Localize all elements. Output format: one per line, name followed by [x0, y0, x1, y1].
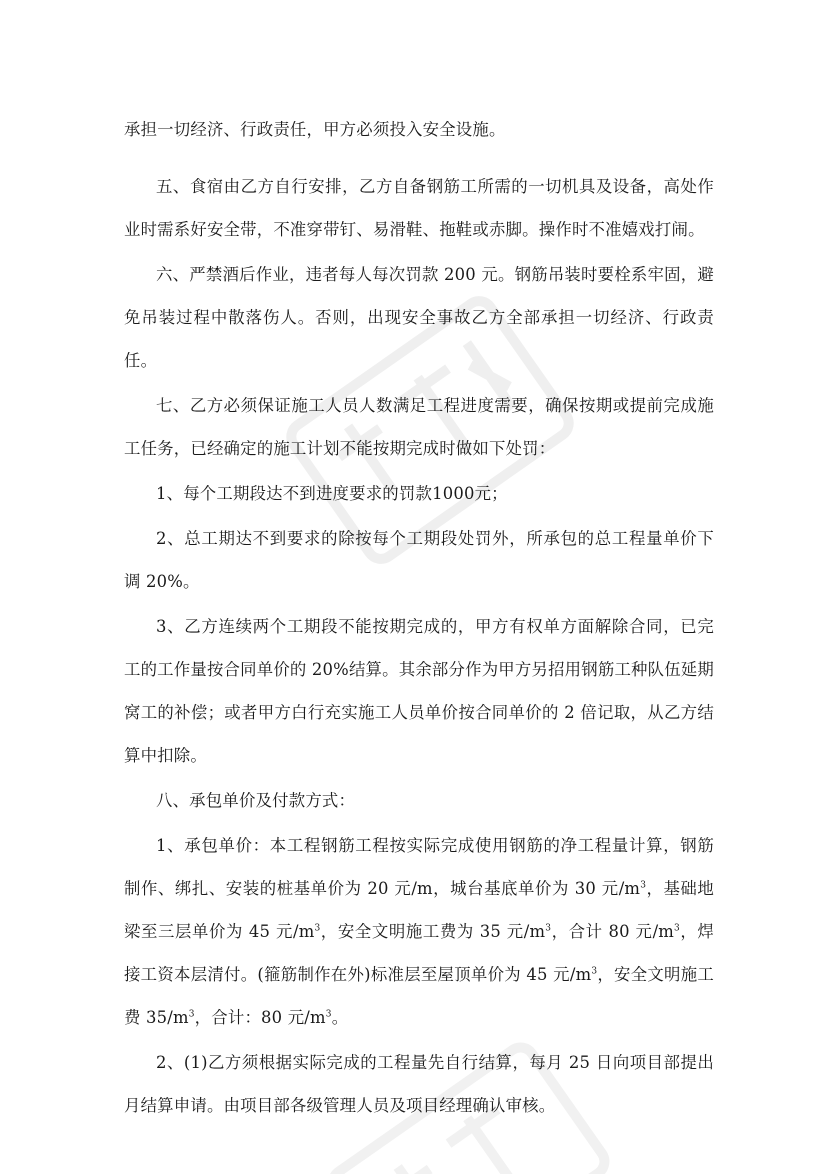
unit-price-text: ，焊接工资本层清付。(箍筋制作在外)标准层至屋顶单价为 45 元/m — [124, 922, 714, 984]
paragraph-unit-price — [124, 824, 714, 1039]
superscript: 3 — [674, 923, 680, 934]
superscript: 3 — [188, 1009, 195, 1020]
unit-price-text: 。 — [331, 1008, 349, 1027]
unit-price-text: ，安全文明施工费 35/m — [124, 965, 715, 1027]
superscript: 3 — [545, 923, 552, 934]
paragraph-item-1: 1、每个工期段达不到进度要求的罚款1000元； — [156, 484, 508, 503]
unit-price-text: ，合计：80 元/m — [194, 1008, 326, 1027]
paragraph-item-3: 3、乙方连续两个工期段不能按期完成的，甲方有权单方面解除合同，已完工的工作量按合同单价的 20%结算。其余部分作为甲方另招用钢筋工种队伍延期窝工的补偿；或者甲方白行充实施工人员单价按合同单价的 2 倍记取，从乙方结算中扣除。 — [124, 617, 714, 765]
superscript: 3 — [314, 923, 321, 934]
paragraph-1: 承担一切经济、行政责任，甲方必须投入安全设施。 — [124, 120, 506, 139]
superscript: 3 — [640, 880, 647, 891]
unit-price-text: ，基础地梁至三层单价为 45 元/m — [124, 879, 714, 941]
unit-price-text: ，合计 80 元/m — [551, 922, 675, 941]
superscript: 3 — [591, 966, 598, 977]
superscript: 3 — [325, 1009, 332, 1020]
unit-price-text: 1、承包单价：本工程钢筋工程按实际完成使用钢筋的净工程量计算，钢筋制作、绑扎、安装的桩基单价为 20 元/m，城台基底单价为 30 元/m — [124, 836, 714, 898]
paragraph-item-2: 2、总工期达不到要求的除按每个工期段处罚外，所承包的总工程量单价下调 20%。 — [124, 529, 714, 591]
paragraph-settlement: 2、(1)乙方须根据实际完成的工程量先自行结算，每月 25 日向项目部提出月结算申请。由项目部各级管理人员及项目经理确认审核。 — [124, 1053, 714, 1115]
paragraph-clause-6: 六、严禁酒后作业，违者每人每次罚款 200 元。钢筋吊装时要栓系牢固，避免吊装过程中散落伤人。否则，出现安全事故乙方全部承担一切经济、行政责任。 — [124, 265, 714, 370]
paragraph-clause-8: 八、承包单价及付款方式： — [156, 791, 356, 810]
unit-price-text: ，安全文明施工费为 35 元/m — [320, 922, 546, 941]
paragraph-clause-5: 五、食宿由乙方自行安排，乙方自备钢筋工所需的一切机具及设备，高处作业时需系好安全带，不准穿带钉、易滑鞋、拖鞋或赤脚。操作时不准嬉戏打闹。 — [124, 177, 714, 239]
paragraph-clause-7: 七、乙方必须保证施工人员人数满足工程进度需要，确保按期或提前完成施工任务，已经确定的施工计划不能按期完成时做如下处罚： — [124, 396, 714, 458]
document-body — [124, 108, 714, 1129]
